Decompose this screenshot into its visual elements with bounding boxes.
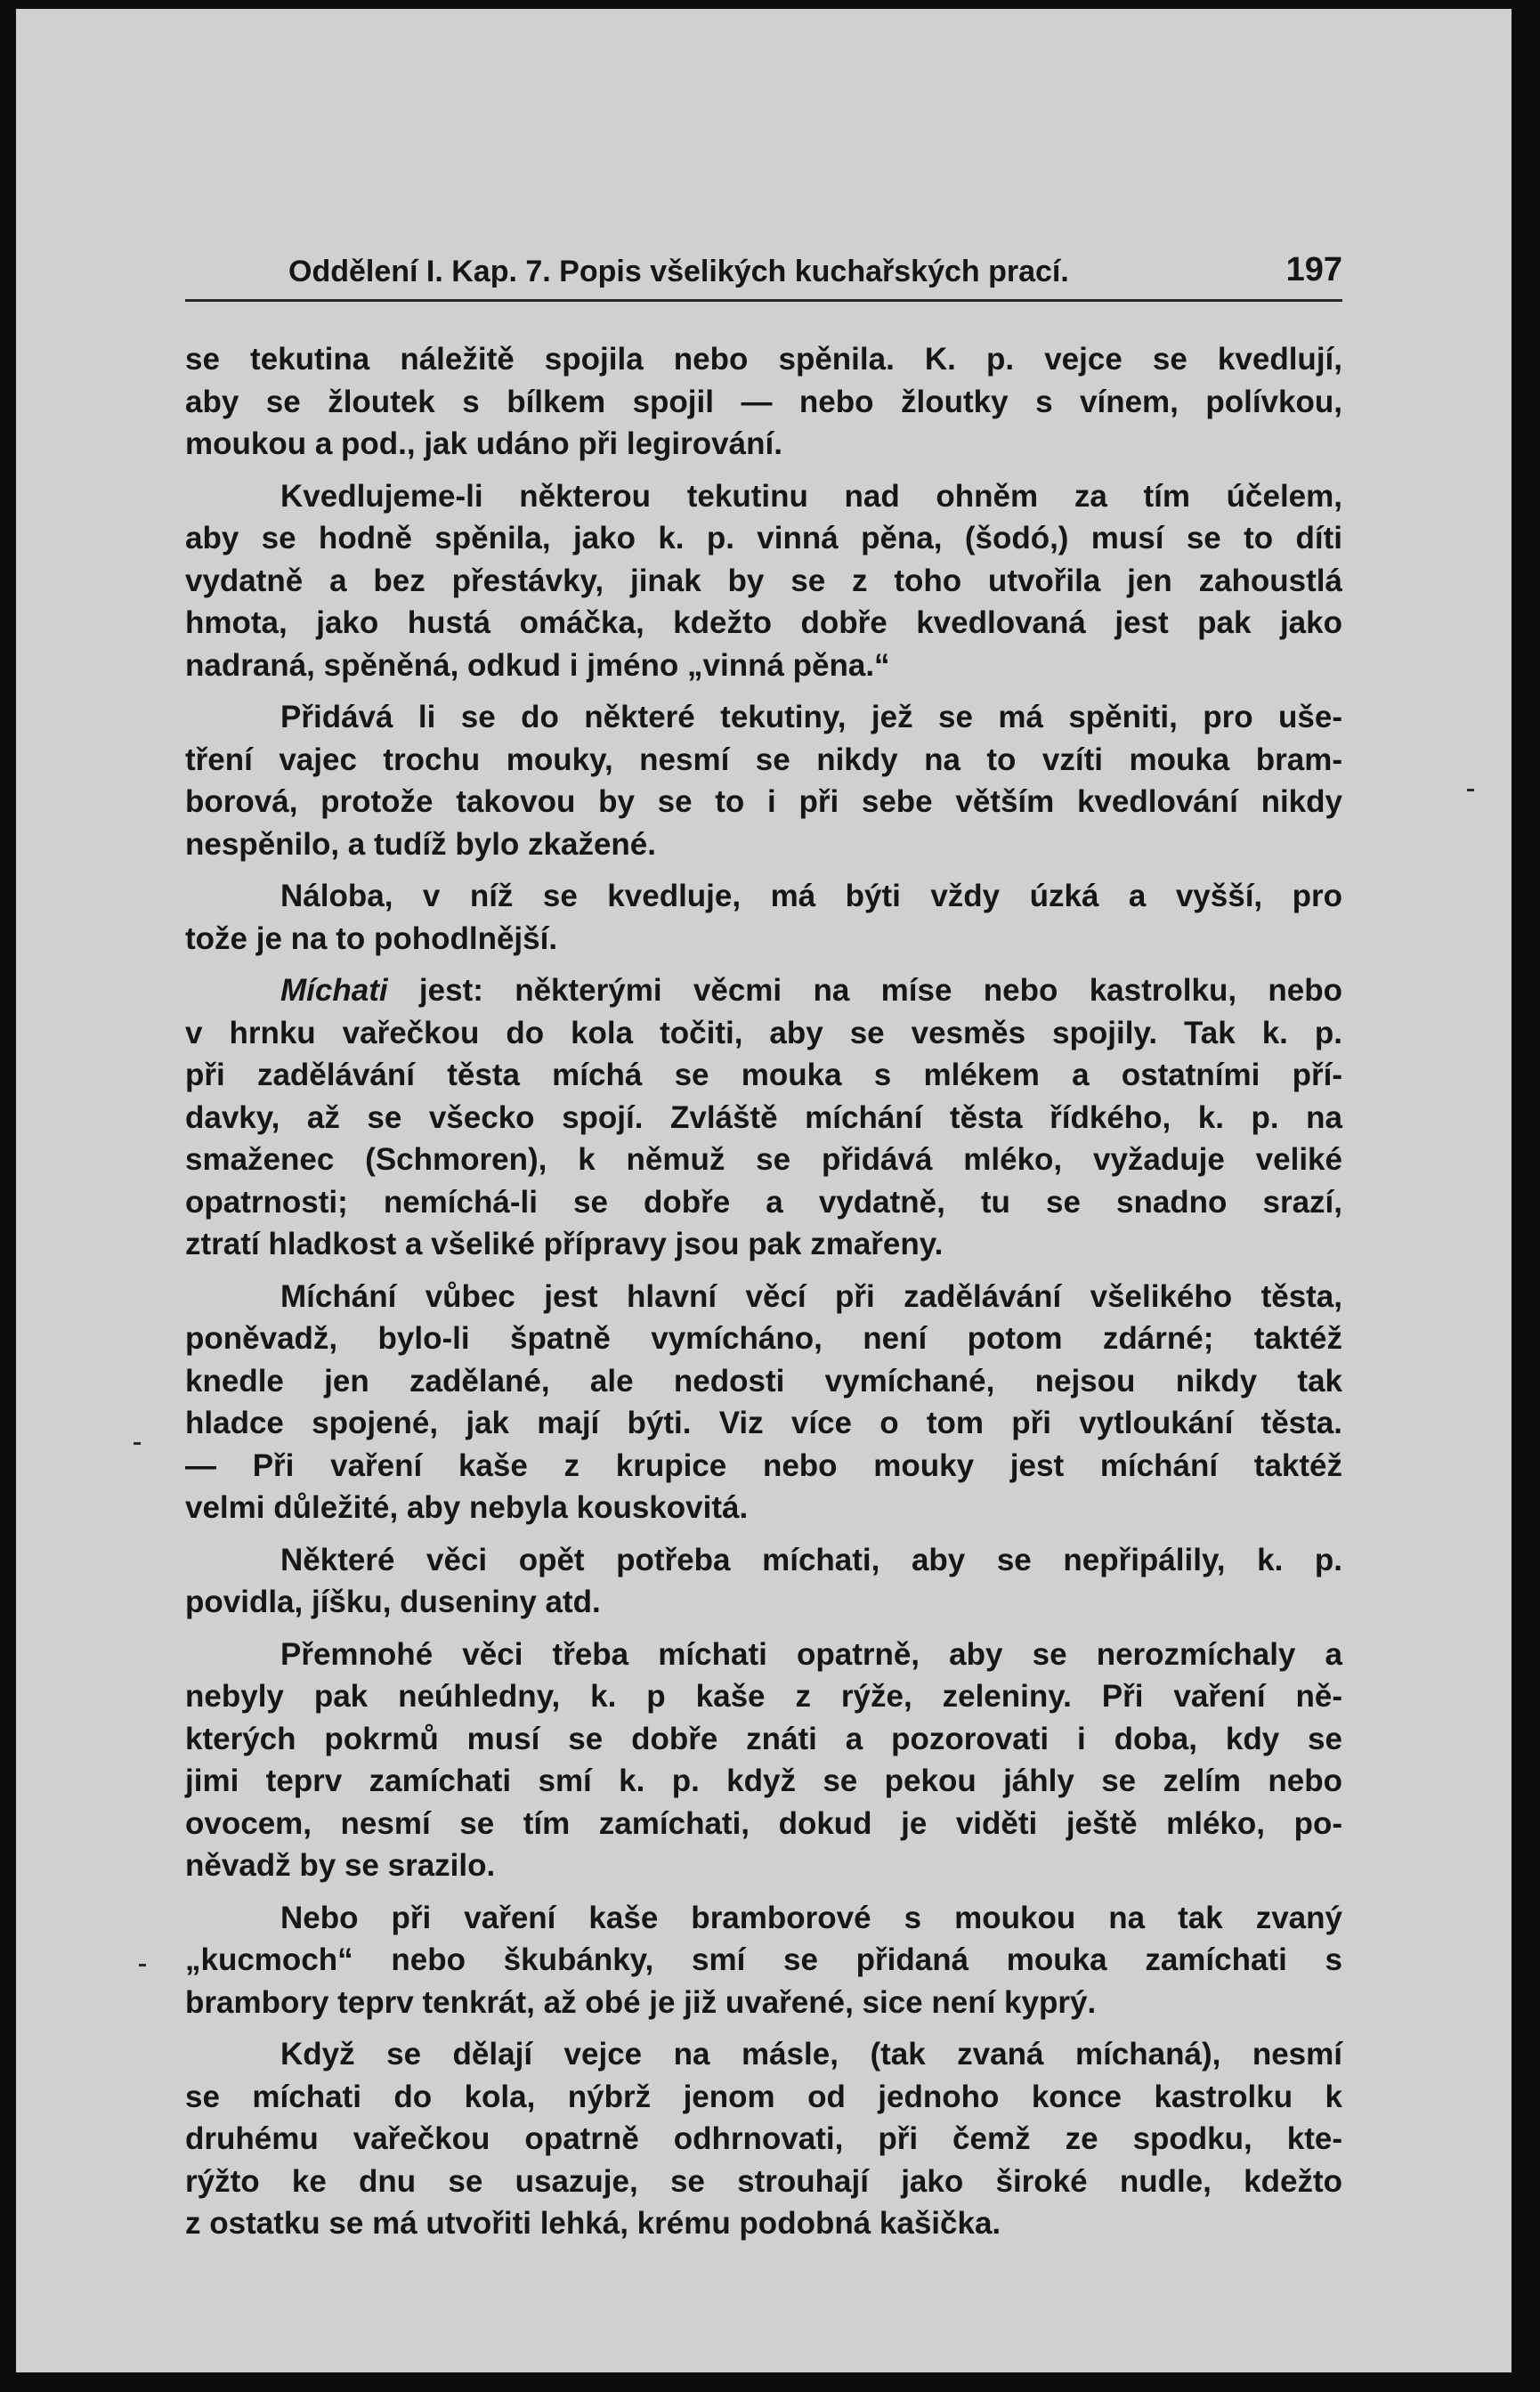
margin-mark <box>1467 789 1474 791</box>
paragraph <box>185 1276 1342 1529</box>
text-line: povidla, jíšku, duseniny atd. <box>185 1585 601 1619</box>
page-number: 197 <box>1285 251 1342 288</box>
text-line: Některé věci opět potřeba míchati, aby se nepřipálily, k. p. <box>280 1542 1342 1577</box>
paragraph <box>185 969 1342 1266</box>
text-line: borová, protože takovou by se to i při sebe větším kvedlování nikdy <box>185 784 1342 819</box>
text-line: ovocem, nesmí se tím zamíchati, dokud je viděti ještě mléko, po- <box>185 1805 1342 1841</box>
paragraph <box>185 475 1342 687</box>
header-title: Oddělení I. Kap. 7. Popis všelikých kuchařských prací. <box>288 255 1069 288</box>
text-line <box>185 969 1342 1012</box>
text-line: „kucmoch“ nebo škubánky, smí se přidaná mouka zamíchati s <box>185 1942 1342 1977</box>
running-header <box>185 240 1342 294</box>
paragraph <box>185 1539 1342 1624</box>
text-line: z ostatku se má utvořiti lehká, krému podobná kašička. <box>185 2206 1001 2241</box>
text-line: tože je na to pohodlnější. <box>185 920 558 956</box>
text-line: velmi důležité, aby nebyla kouskovitá. <box>185 1490 749 1525</box>
text-line: při zadělávání těsta míchá se mouka s mlékem a ostatními pří- <box>185 1058 1342 1092</box>
paragraph <box>185 2033 1342 2245</box>
text-line: hmota, jako hustá omáčka, kdežto dobře kvedlovaná jest pak jako <box>185 605 1342 640</box>
text-line: opatrnosti; nemíchá-li se dobře a vydatně, tu se snadno srazí, <box>185 1184 1342 1220</box>
margin-mark <box>134 1442 141 1445</box>
text-line: jimi teprv zamíchati smí k. p. když se pekou jáhly se zelím nebo <box>185 1764 1342 1798</box>
text-line: aby se žloutek s bílkem spojil — nebo žloutky s vínem, polívkou, <box>185 384 1342 419</box>
text-line: — Při vaření kaše z krupice nebo mouky jest míchání taktéž <box>185 1447 1342 1483</box>
text-line: Přidává li se do některé tekutiny, jež se má spěniti, pro uše- <box>280 700 1342 734</box>
paragraph <box>185 1634 1342 1887</box>
page-body <box>185 338 1342 2255</box>
text-line: Náloba, v níž se kvedluje, má býti vždy úzká a vyšší, pro <box>280 879 1342 913</box>
text-line: Míchání vůbec jest hlavní věcí při zadělávání všelikého těsta, <box>280 1278 1342 1314</box>
scanned-page <box>16 9 1512 2372</box>
italic-term: Míchati <box>280 973 388 1008</box>
text-line: tření vajec trochu mouky, nesmí se nikdy na to vzíti mouka bram- <box>185 742 1342 777</box>
text-line: Kvedlujeme-li některou tekutinu nad ohněm za tím účelem, <box>280 478 1342 514</box>
text-line: nadraná, spěněná, odkud i jméno „vinná pěna.“ <box>185 647 890 683</box>
text-line: brambory teprv tenkrát, až obé je již uvařené, sice není kyprý. <box>185 1984 1097 2020</box>
paragraph <box>185 1897 1342 2024</box>
text-line: se míchati do kola, nýbrž jenom od jednoho konce kastrolku k <box>185 2079 1342 2114</box>
text-line: aby se hodně spěnila, jako k. p. vinná pěna, (šodó,) musí se to díti <box>185 521 1342 555</box>
text-line: ztratí hladkost a všeliké přípravy jsou pak zmařeny. <box>185 1227 944 1261</box>
paragraph <box>185 696 1342 865</box>
text-line: se tekutina náležitě spojila nebo spěnila. K. p. vejce se kvedlují, <box>185 342 1342 377</box>
text-line: nespěnilo, a tudíž bylo zkažené. <box>185 826 656 862</box>
paragraph <box>185 338 1342 466</box>
text-line: Nebo při vaření kaše bramborové s moukou na tak zvaný <box>280 1900 1342 1935</box>
text-line: rýžto ke dnu se usazuje, se strouhají jako široké nudle, kdežto <box>185 2163 1342 2199</box>
text-line: něvadž by se srazilo. <box>185 1848 496 1883</box>
text-line: Když se dělají vejce na másle, (tak zvaná míchaná), nesmí <box>280 2037 1342 2072</box>
text-line: smaženec (Schmoren), k němuž se přidává mléko, vyžaduje veliké <box>185 1142 1342 1177</box>
header-rule <box>185 299 1342 302</box>
text-line: hladce spojené, jak mají býti. Viz více o tom při vytloukání těsta. <box>185 1406 1342 1440</box>
paragraph <box>185 875 1342 960</box>
text-line: Přemnohé věci třeba míchati opatrně, aby se nerozmíchaly a <box>280 1636 1342 1672</box>
text-line: druhému vařečkou opatrně odhrnovati, při čemž ze spodku, kte- <box>185 2121 1342 2156</box>
text-line: v hrnku vařečkou do kola točiti, aby se vesměs spojily. Tak k. p. <box>185 1015 1342 1050</box>
text-line: poněvadž, bylo-li špatně vymícháno, není potom zdárné; taktéž <box>185 1321 1342 1356</box>
text-line: nebyly pak neúhledny, k. p kaše z rýže, zeleniny. Při vaření ně- <box>185 1679 1342 1714</box>
margin-mark <box>139 1964 146 1966</box>
text-line: vydatně a bez přestávky, jinak by se z toho utvořila jen zahoustlá <box>185 563 1342 598</box>
text-line: knedle jen zadělané, ale nedosti vymíchané, nejsou nikdy tak <box>185 1363 1342 1399</box>
text-line: moukou a pod., jak udáno při legirování. <box>185 426 782 461</box>
text-line: davky, až se všecko spojí. Zvláště míchání těsta řídkého, k. p. na <box>185 1099 1342 1135</box>
line-text: jest: některými věcmi na míse nebo kastrolku, nebo <box>387 973 1342 1008</box>
text-line: kterých pokrmů musí se dobře znáti a pozorovati i doba, kdy se <box>185 1721 1342 1756</box>
